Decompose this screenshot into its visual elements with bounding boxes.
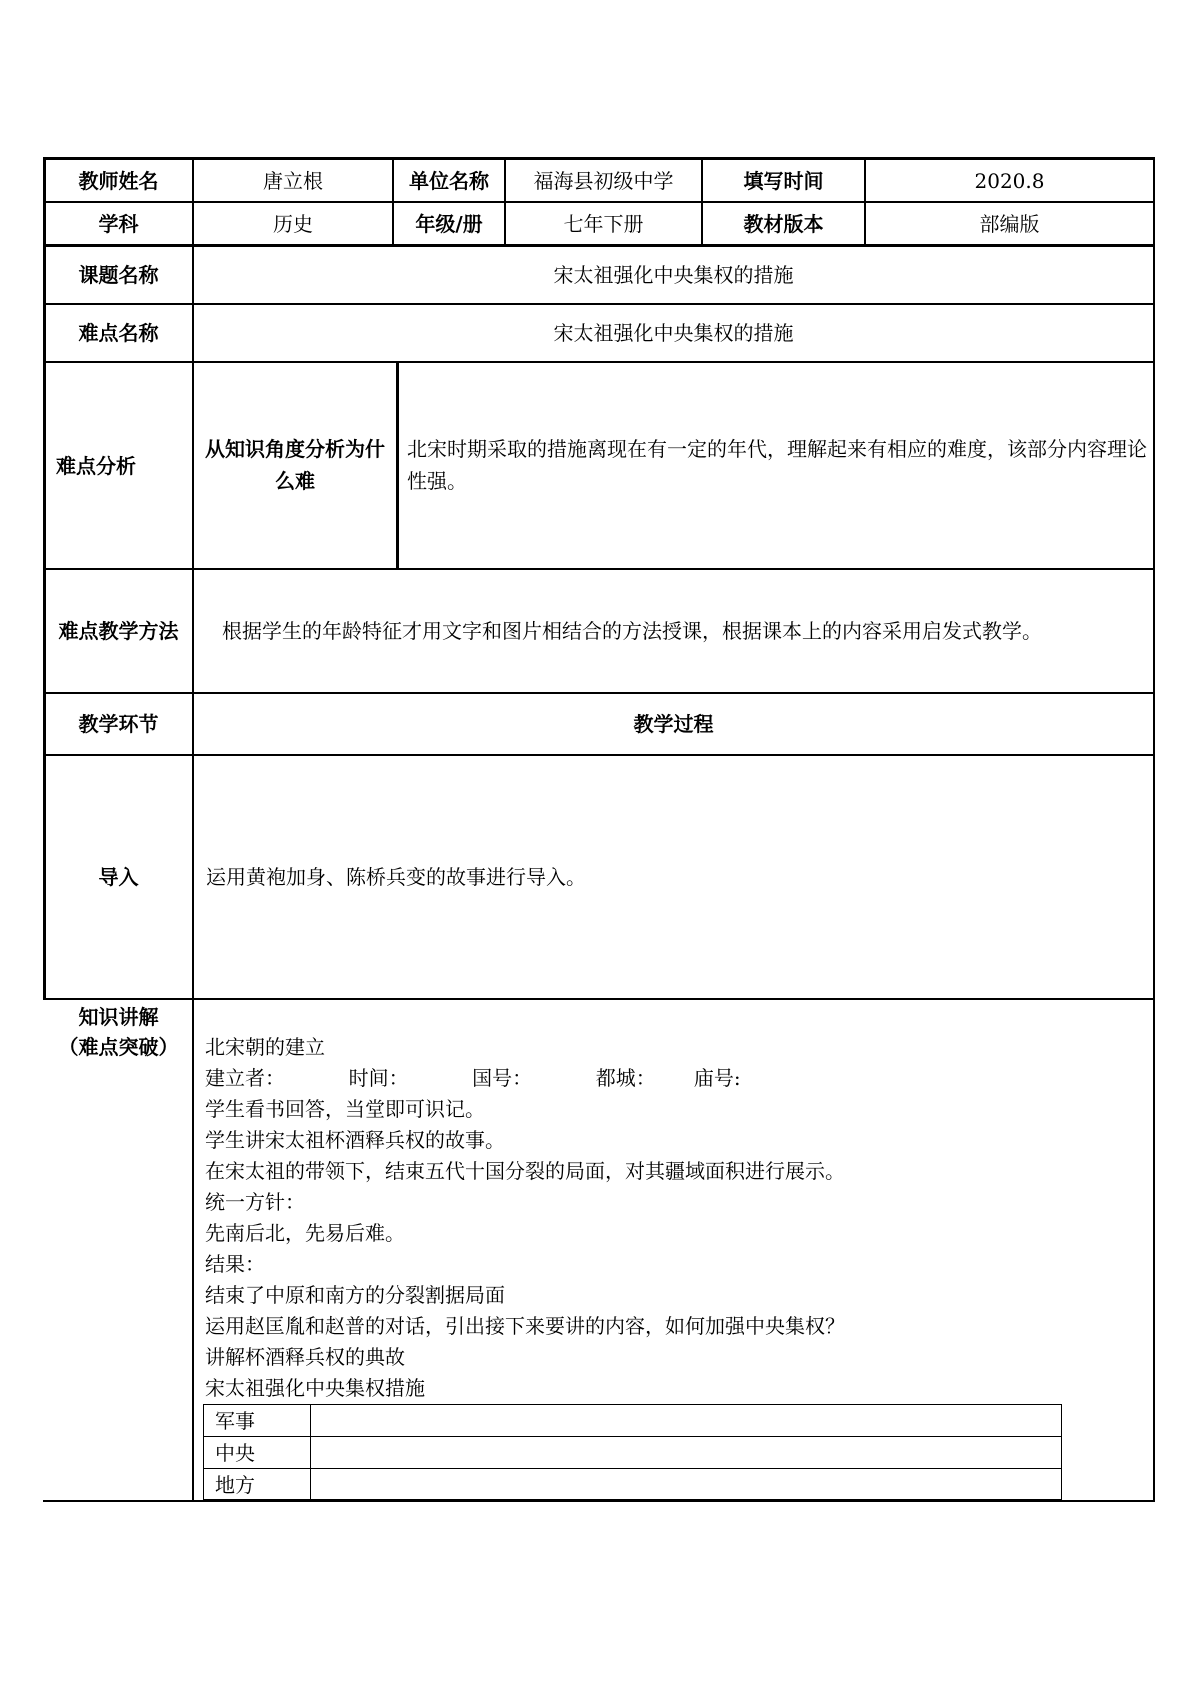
method-text: 根据学生的年龄特征才用文字和图片相结合的方法授课，根据课本上的内容采用启发式教学。 — [222, 619, 1042, 643]
measures-table-top — [203, 1404, 1062, 1405]
knowledge-line: 宋太祖强化中央集权措施 — [205, 1376, 425, 1400]
unit-name-value: 福海县初级中学 — [533, 168, 674, 193]
measures-table-row — [203, 1436, 1062, 1437]
subject-label: 学科 — [98, 211, 139, 236]
edition-value: 部编版 — [979, 211, 1040, 236]
knowledge-line: 学生讲宋太祖杯酒释兵权的故事。 — [205, 1128, 505, 1152]
difficulty-value: 宋太祖强化中央集权的措施 — [553, 321, 794, 345]
stage-header: 教学环节 — [78, 712, 159, 736]
knowledge-line: 运用赵匡胤和赵普的对话，引出接下来要讲的内容，如何加强中央集权？ — [205, 1314, 845, 1338]
teacher-name-label: 教师姓名 — [78, 168, 159, 193]
knowledge-line: 结束了中原和南方的分裂割据局面 — [205, 1283, 505, 1307]
col-line — [396, 362, 399, 569]
knowledge-line: 北宋朝的建立 — [205, 1035, 325, 1059]
intro-label: 导入 — [98, 865, 139, 889]
knowledge-line: 建立者： 时间： 国号： 都城： 庙号: — [205, 1066, 741, 1090]
measure-central: 中央 — [215, 1441, 255, 1465]
teacher-name-value: 唐立根 — [263, 168, 323, 193]
measure-military: 军事 — [215, 1409, 255, 1433]
grade-label: 年级/册 — [415, 211, 483, 236]
row-line — [43, 361, 1155, 363]
measures-table-left — [203, 1404, 204, 1500]
analysis-sub-label: 从知识角度分析为什么难 — [205, 437, 385, 493]
topic-label: 课题名称 — [78, 263, 159, 287]
measures-table-row — [203, 1468, 1062, 1469]
knowledge-label-line2: （难点突破） — [58, 1035, 179, 1059]
table-border-bottom — [43, 1500, 1155, 1502]
analysis-label: 难点分析 — [56, 453, 136, 478]
row-line — [43, 998, 1155, 1000]
difficulty-label: 难点名称 — [78, 321, 159, 345]
edition-label: 教材版本 — [743, 211, 824, 236]
knowledge-label-line1: 知识讲解 — [78, 1005, 159, 1029]
method-label: 难点教学方法 — [58, 619, 179, 643]
measures-table-bottom — [203, 1499, 1062, 1500]
knowledge-line: 学生看书回答，当堂即可识记。 — [205, 1097, 485, 1121]
knowledge-line: 结果： — [205, 1252, 265, 1276]
knowledge-line: 在宋太祖的带领下，结束五代十国分裂的局面，对其疆域面积进行展示。 — [205, 1159, 845, 1183]
table-border-right — [1153, 157, 1155, 1502]
fill-date-label: 填写时间 — [743, 168, 824, 193]
knowledge-line: 统一方针： — [205, 1190, 305, 1214]
analysis-text: 北宋时期采取的措施离现在有一定的年代，理解起来有相应的难度，该部分内容理论性强。 — [407, 437, 1147, 493]
knowledge-line: 讲解杯酒释兵权的典故 — [205, 1345, 405, 1369]
unit-name-label: 单位名称 — [409, 168, 489, 193]
knowledge-line: 先南后北，先易后难。 — [205, 1221, 405, 1245]
subject-value: 历史 — [273, 211, 313, 236]
measures-table-divider — [310, 1404, 311, 1500]
topic-value: 宋太祖强化中央集权的措施 — [553, 263, 794, 287]
measure-local: 地方 — [215, 1473, 255, 1497]
grade-value: 七年下册 — [563, 211, 644, 236]
measures-table-right — [1061, 1404, 1062, 1500]
intro-text: 运用黄袍加身、陈桥兵变的故事进行导入。 — [206, 865, 586, 889]
process-header: 教学过程 — [633, 712, 714, 736]
fill-date-value: 2020.8 — [974, 168, 1045, 193]
